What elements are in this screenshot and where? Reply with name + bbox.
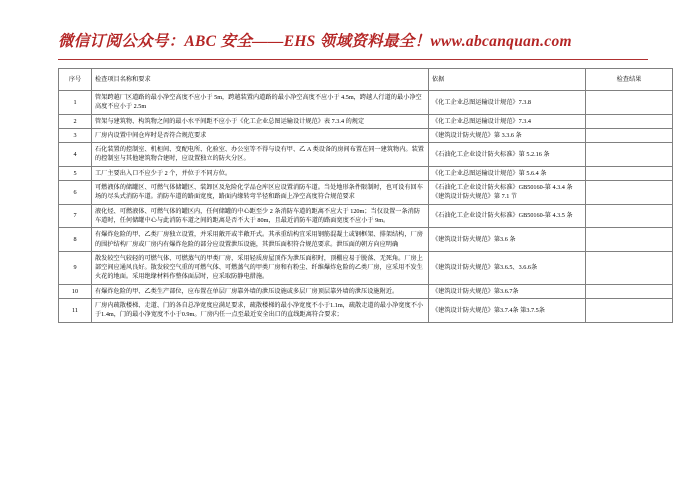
row-no: 3: [59, 128, 92, 142]
table-row: [59, 114, 673, 128]
row-basis: 《建筑设计防火规范》第3.7.4条 第3.7.5条: [429, 299, 586, 323]
row-item: 可燃液体的储罐区、可燃气体储罐区、装卸区及危险化学品仓库区应设置消防车道。当处地形条件限制时，也可设有回车场的尽头式消防车道。消防车道的路面宽度，路面内缘转弯半径和路面上净空高度符合规范要求: [92, 181, 429, 205]
row-no: 7: [59, 204, 92, 228]
inspection-table: [58, 68, 673, 323]
column-header-result: 检查结果: [586, 69, 673, 91]
row-no: 8: [59, 228, 92, 252]
row-basis: 《化工企业总图运输设计规范》7.3.8: [429, 91, 586, 115]
row-result[interactable]: [586, 128, 673, 142]
row-basis: 《化工企业总图运输设计规范》第 5.6.4 条: [429, 166, 586, 180]
row-result[interactable]: [586, 114, 673, 128]
column-header-no: 序号: [59, 69, 92, 91]
row-no: 10: [59, 284, 92, 298]
row-no: 4: [59, 143, 92, 167]
row-item: 有爆炸危险的甲、乙类生产部位，应布置在单层厂房靠外墙的泄压设施或多层厂房顶层靠外墙的泄压设施附近。: [92, 284, 429, 298]
table-row: [59, 91, 673, 115]
row-no: 6: [59, 181, 92, 205]
row-result[interactable]: [586, 228, 673, 252]
row-result[interactable]: [586, 143, 673, 167]
banner-text: 微信订阅公众号：ABC 安全——EHS 领域资料最全！www.abcanquan.com: [58, 33, 572, 50]
table-header: [59, 69, 673, 91]
table-header-row: [59, 69, 673, 91]
row-item: 石化装置的控制室、机柜间、变配电所、化验室、办公室等不得与设有甲、乙 A 类设备的房间布置在同一建筑物内。装置的控制室与其他建筑物合建时，应设置独立的防火分区。: [92, 143, 429, 167]
row-no: 1: [59, 91, 92, 115]
row-basis: 《化工企业总图运输设计规范》7.3.4: [429, 114, 586, 128]
table-row: [59, 299, 673, 323]
column-header-item: 检查项目名称和要求: [92, 69, 429, 91]
row-no: 2: [59, 114, 92, 128]
table-row: [59, 284, 673, 298]
row-item: 管架跨越厂区道路的最小净空高度不应小于 5m，跨越装置内道路的最小净空高度不应小于 4.5m，跨越人行道的最小净空高度不应小于 2.5m: [92, 91, 429, 115]
table-row: [59, 166, 673, 180]
row-result[interactable]: [586, 166, 673, 180]
row-result[interactable]: [586, 91, 673, 115]
row-basis: 《建筑设计防火规范》第3.6.7条: [429, 284, 586, 298]
table-row: [59, 181, 673, 205]
table-row: [59, 228, 673, 252]
banner: [58, 28, 648, 60]
table-row: [59, 128, 673, 142]
row-item: 有爆炸危险的甲、乙类厂房独立设置，并采用敞开或半敞开式。其承重结构宜采用钢筋混凝土或钢框架、排架结构，厂房的围护结构厂房或厂房内有爆炸危险的部分应设置泄压设施，其泄压面积符合规范要求。泄压面的朝方向应明确: [92, 228, 429, 252]
row-no: 11: [59, 299, 92, 323]
table-body: [59, 91, 673, 323]
table-row: [59, 143, 673, 167]
row-item: 液化烃、可燃液体、可燃气体的罐区内，任何储罐的中心距至少 2 条消防车道的距离不应大于 120m；当仅设置一条消防车道时，任何储罐中心与此消防车道之间的距离是否不大于 80m，且最近消防车道的路面宽度不应小于 9m。: [92, 204, 429, 228]
row-item: 厂房内疏散楼梯、走道、门的各自总净宽度应满足要求，疏散楼梯的最小净宽度不小于1.1m，疏散走道的最小净宽度不小于1.4m，门的最小净宽度不小于0.9m。厂房内任一点至最近安全出口的直线距离符合要求；: [92, 299, 429, 323]
row-basis: 《石油化工企业设计防火标准》GB50160-第 4.3.4 条 《建筑设计防火规范》第 7.1 节: [429, 181, 586, 205]
row-basis: 《建筑设计防火规范》第3.6 条: [429, 228, 586, 252]
row-result[interactable]: [586, 181, 673, 205]
table-row: [59, 204, 673, 228]
row-no: 5: [59, 166, 92, 180]
row-result[interactable]: [586, 251, 673, 284]
column-header-basis: 依据: [429, 69, 586, 91]
row-item: 工厂主要出入口不应少于 2 个，并位于不同方位。: [92, 166, 429, 180]
row-no: 9: [59, 251, 92, 284]
row-item: 管架与建筑物、构筑物之间的最小水平间距不应小于《化工企业总图运输设计规范》表 7.3.4 的规定: [92, 114, 429, 128]
row-basis: 《建筑设计防火规范》第3.6.5、3.6.6条: [429, 251, 586, 284]
table-row: [59, 251, 673, 284]
row-result[interactable]: [586, 284, 673, 298]
row-result[interactable]: [586, 204, 673, 228]
row-basis: 《石油化工企业设计防火标准》第 5.2.16 条: [429, 143, 586, 167]
row-item: 散发较空气较轻的可燃气体、可燃蒸气的甲类厂房，采用轻质房屋顶作为泄压面积时，顶棚应易于脱落、无死角。厂房上部空间应通风良好。散发较空气重的可燃气体、可燃蒸气的甲类厂房和有粉尘、纤维爆炸危险的乙类厂房，应采用不发生火花的地面。采用绝缘材料作整体面层时，应采取防静电措施。: [92, 251, 429, 284]
row-item: 厂房内设置中间仓库时是否符合规范要求: [92, 128, 429, 142]
row-result[interactable]: [586, 299, 673, 323]
row-basis: 《石油化工企业设计防火标准》GB50160-第 4.3.5 条: [429, 204, 586, 228]
row-basis: 《建筑设计防火规范》第 3.3.6 条: [429, 128, 586, 142]
